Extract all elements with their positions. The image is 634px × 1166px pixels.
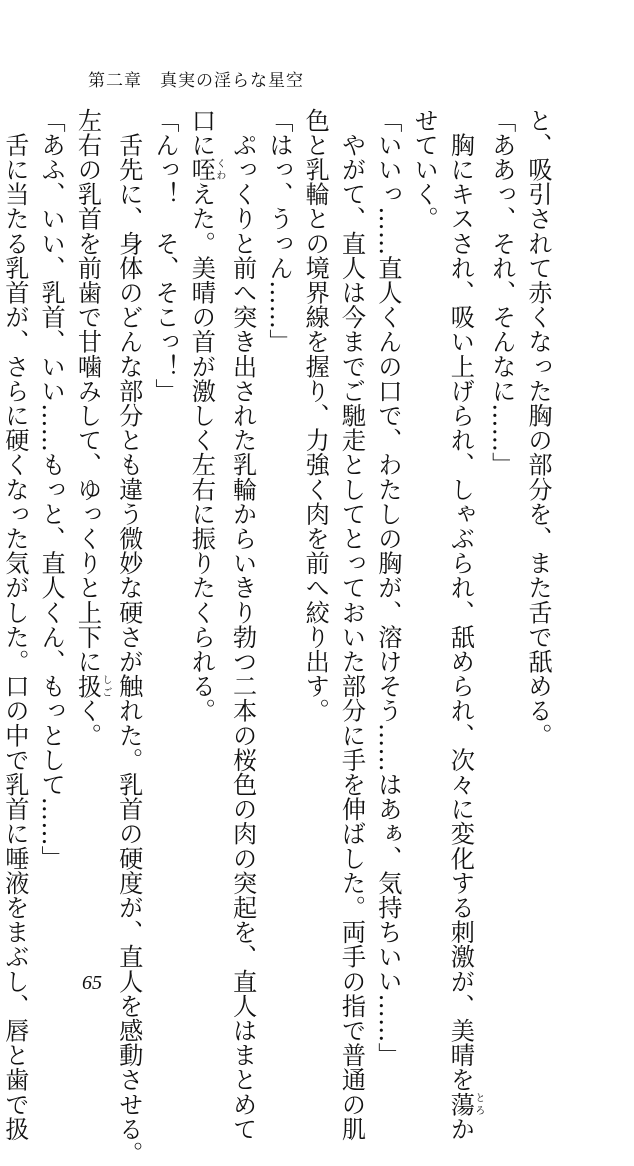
text-line: 「いいっ……直人くんの口で、わたしの胸が、溶けそう……はあぁ、気持ちいい……」 [373,108,402,1068]
text-line: ぷっくりと前へ突き出された乳輪からいきり勃つ二本の桜色の肉の突起を、直人はまとめて [228,108,257,1142]
text-line: 色と乳輪との境界線を握り、力強く肉を前へ絞り出す。 [301,108,330,723]
furigana-shigoku: 扱しご [73,673,111,699]
text-line: 舌に当たる乳首が、さらに硬くなった気がした。口の中で乳首に唾液をまぶし、唇と歯で扱 [0,108,29,1142]
text-line: 左右の乳首を前歯で甘噛みして、ゆっくりと上下に扱しごく。 [73,108,111,748]
page-number: 65 [82,972,102,994]
text-line: 「あふ、いい、乳首、いい……もっと、直人くん、もっとして……」 [37,108,66,871]
text-line: 「はっ、うっん……」 [264,108,293,354]
text-line: 「ああっ、それ、そんなに……」 [487,108,516,477]
furigana-reading: しご [99,673,111,699]
furigana-reading: くわ [213,157,225,182]
text-line: 胸にキスされ、吸い上げられ、しゃぶられ、舐められ、次々に変化する刺激が、美晴を蕩とろか [446,108,484,1142]
text-line: 「んっ！ そ、そこっ！」 [151,108,180,404]
furigana-kuwaeta: 咥くわ [187,157,225,182]
text-line: やがて、直人は今までご馳走としてとっておいた部分に手を伸ばした。両手の指で普通の肌 [337,108,366,1142]
text-line: 舌先に、身体のどんな部分とも違う微妙な硬さが触れた。乳首の硬度が、直人を感動させる。 [114,108,143,1166]
vertical-text-body [0,108,556,1166]
text-line: せていく。 [410,108,439,231]
furigana-torokasu: 蕩とろ [446,1092,484,1117]
text-line: 口に咥くわえた。美晴の首が激しく左右に振りたくられる。 [187,108,225,724]
text-line: と、吸引されて赤くなった胸の部分を、また舌で舐める。 [524,108,552,748]
running-header: 第二章 真実の淫らな星空 [88,71,304,91]
furigana-reading: とろ [472,1092,484,1117]
